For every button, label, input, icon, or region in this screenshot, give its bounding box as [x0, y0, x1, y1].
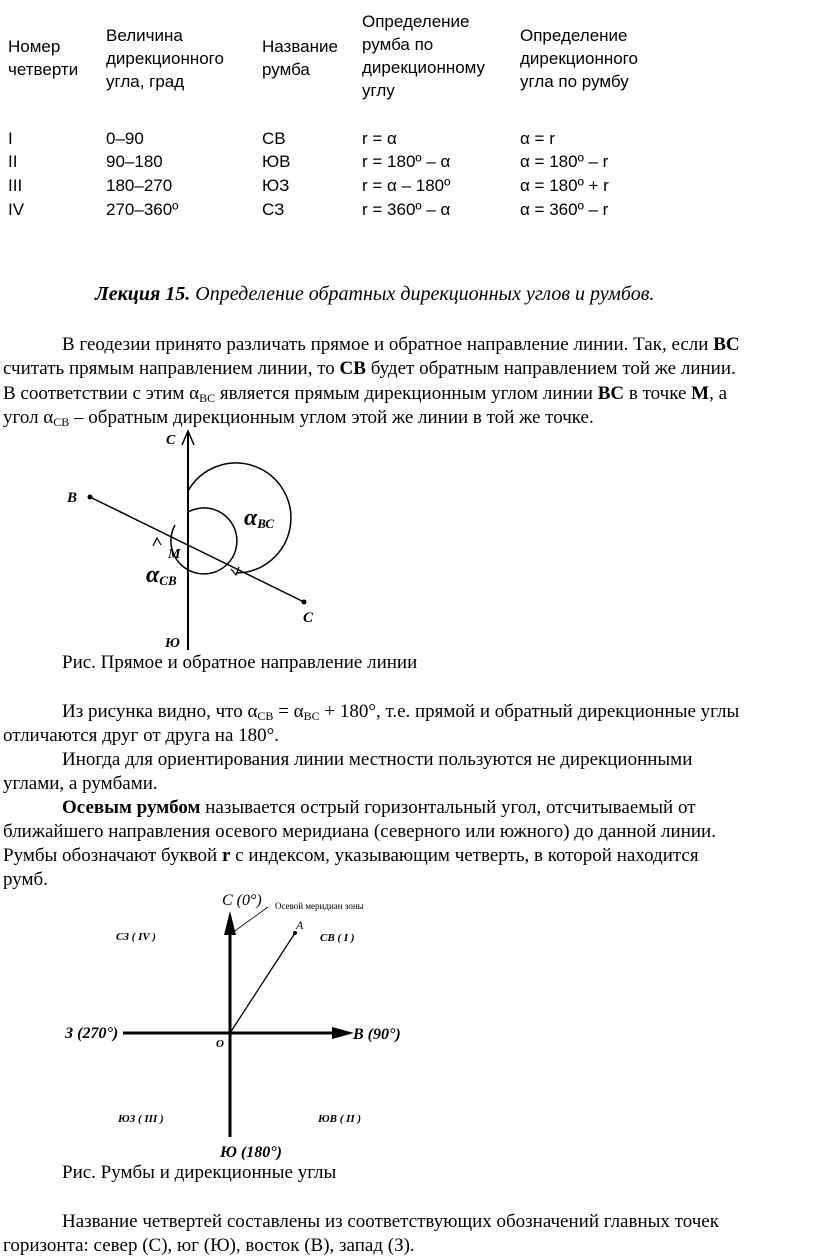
- table-cell: α = 180º – r: [520, 152, 609, 171]
- table-cell: r = α – 180º: [362, 176, 451, 195]
- table-cell: 180–270: [106, 176, 173, 195]
- label-m: М: [168, 547, 181, 562]
- table-header: Определение румба по дирекционному углу: [362, 12, 486, 100]
- label-west: З (270°): [65, 1025, 119, 1042]
- label-sw: ЮЗ ( III ): [118, 1113, 164, 1125]
- table-cell: r = 360º – α: [362, 200, 451, 219]
- alpha-bc-label: αВС: [244, 505, 275, 531]
- table-header: Определение дирекционного угла по румбу: [520, 26, 638, 91]
- label-b: В: [67, 490, 78, 506]
- line-bc: [90, 497, 304, 602]
- table-header: Название румба: [262, 37, 338, 79]
- label-north: С (0°): [222, 892, 262, 909]
- label-ne: СВ ( I ): [320, 932, 355, 944]
- table-cell: α = 360º – r: [520, 200, 609, 219]
- alpha-bc-arc: [188, 463, 291, 573]
- rhumb-directional-angle-figure: [50, 885, 430, 1165]
- east-arrow-icon: [332, 1027, 354, 1039]
- table-cell: III: [8, 176, 23, 195]
- label-east: В (90°): [353, 1026, 401, 1043]
- label-a: A: [296, 918, 304, 932]
- table-cell: α = 180º + r: [520, 176, 609, 195]
- label-se: ЮВ ( II ): [318, 1113, 362, 1125]
- lecture-number: Лекция 15.: [95, 283, 191, 305]
- direct-reverse-direction-figure: [40, 425, 340, 655]
- lecture-title: Определение обратных дирекционных углов и румбов.: [190, 283, 655, 305]
- figure-caption: Рис. Прямое и обратное направление линии: [62, 652, 418, 673]
- label-c: С: [166, 433, 176, 448]
- label-nw: СЗ ( IV ): [116, 931, 156, 943]
- label-south: Ю (180°): [220, 1144, 282, 1161]
- table-cell: СВ: [262, 129, 286, 148]
- table-header: Номер четверти: [8, 37, 79, 79]
- table-cell: ЮВ: [262, 152, 291, 171]
- label-meridian: Осевой меридиан зоны: [275, 901, 364, 911]
- table-header: Величина дирекционного угла, град: [106, 26, 224, 91]
- line-oa: [230, 933, 295, 1033]
- table-cell: 270–360º: [106, 200, 179, 219]
- table-cell: II: [8, 152, 18, 171]
- figure-caption: Рис. Румбы и дирекционные углы: [62, 1162, 337, 1183]
- lecture-heading: [95, 283, 654, 305]
- table-cell: 0–90: [106, 129, 144, 148]
- label-south: Ю: [165, 636, 180, 651]
- meridian-pointer: [232, 907, 268, 933]
- table-cell: α = r: [520, 129, 555, 148]
- table-cell: СЗ: [262, 200, 285, 219]
- document-page: Номер четверти Величина дирекционного угла, град Название румба Определение румба по дирекционному углу Определение дирекционного угла по румбу I 0–90 СВ r = α α = r II 90–180 ЮВ r = 180º – α α = 180º – r III 180–270 ЮЗ r = α – 180º α = 180º + r IV 270–360º СЗ r = 360º – α α = 360º – r Лекция 15. Определение обратных дирекционных углов и румбов. В геодезии принято различать прямое и обратное направление линии. Так, если ВС считать прямым направлением линии, то СВ будет обратным направлением той же линии. В соответствии с этим $\alpha_{ВС}$ является прямым дирекционным углом линии ВС в точке М, а угол $\alpha_{СВ}$ – обратным дирекционным углом этой же линии в той же точке. С В М С Ю αВС αСВ Рис. Прямое и обратное направление линии Из рисунка видно, что $\alpha_{СВ} = \alpha_{ВС} + 180^\circ$, т.е. прямой и обратный дирекционные углы отличаются друг от друга на 180°. Иногда для ориентирования линии местности пользуются не дирекционными углами, а румбами. Осевым румбом называется острый горизонтальный угол, отсчитываемый от ближайшего направления осевого меридиана (северного или южного) до данной линии. Румбы обозначают буквой r с индексом, указывающим четверть, в которой находится румб. С (0°) Осевой меридиан зоны A СЗ ( IV ) СВ ( I ) З (270°) В (90°) O ЮЗ ( III ) ЮВ ( II ) Ю (180°) Рис. Румбы и дирекционные углы Название четвертей составлены из соответствующих обозначений главных точек горизонта: север (С), юг (Ю), восток (В), запад (З).: [0, 0, 816, 1259]
- table-cell: IV: [8, 200, 25, 219]
- label-c-end: С: [303, 610, 314, 626]
- table-cell: r = 180º – α: [362, 152, 451, 171]
- alpha-cb-label: αСВ: [146, 562, 177, 588]
- table-cell: r = α: [362, 129, 397, 148]
- table-cell: I: [8, 129, 13, 148]
- table-cell: 90–180: [106, 152, 163, 171]
- table-cell: ЮЗ: [262, 176, 290, 195]
- label-origin: O: [216, 1038, 224, 1050]
